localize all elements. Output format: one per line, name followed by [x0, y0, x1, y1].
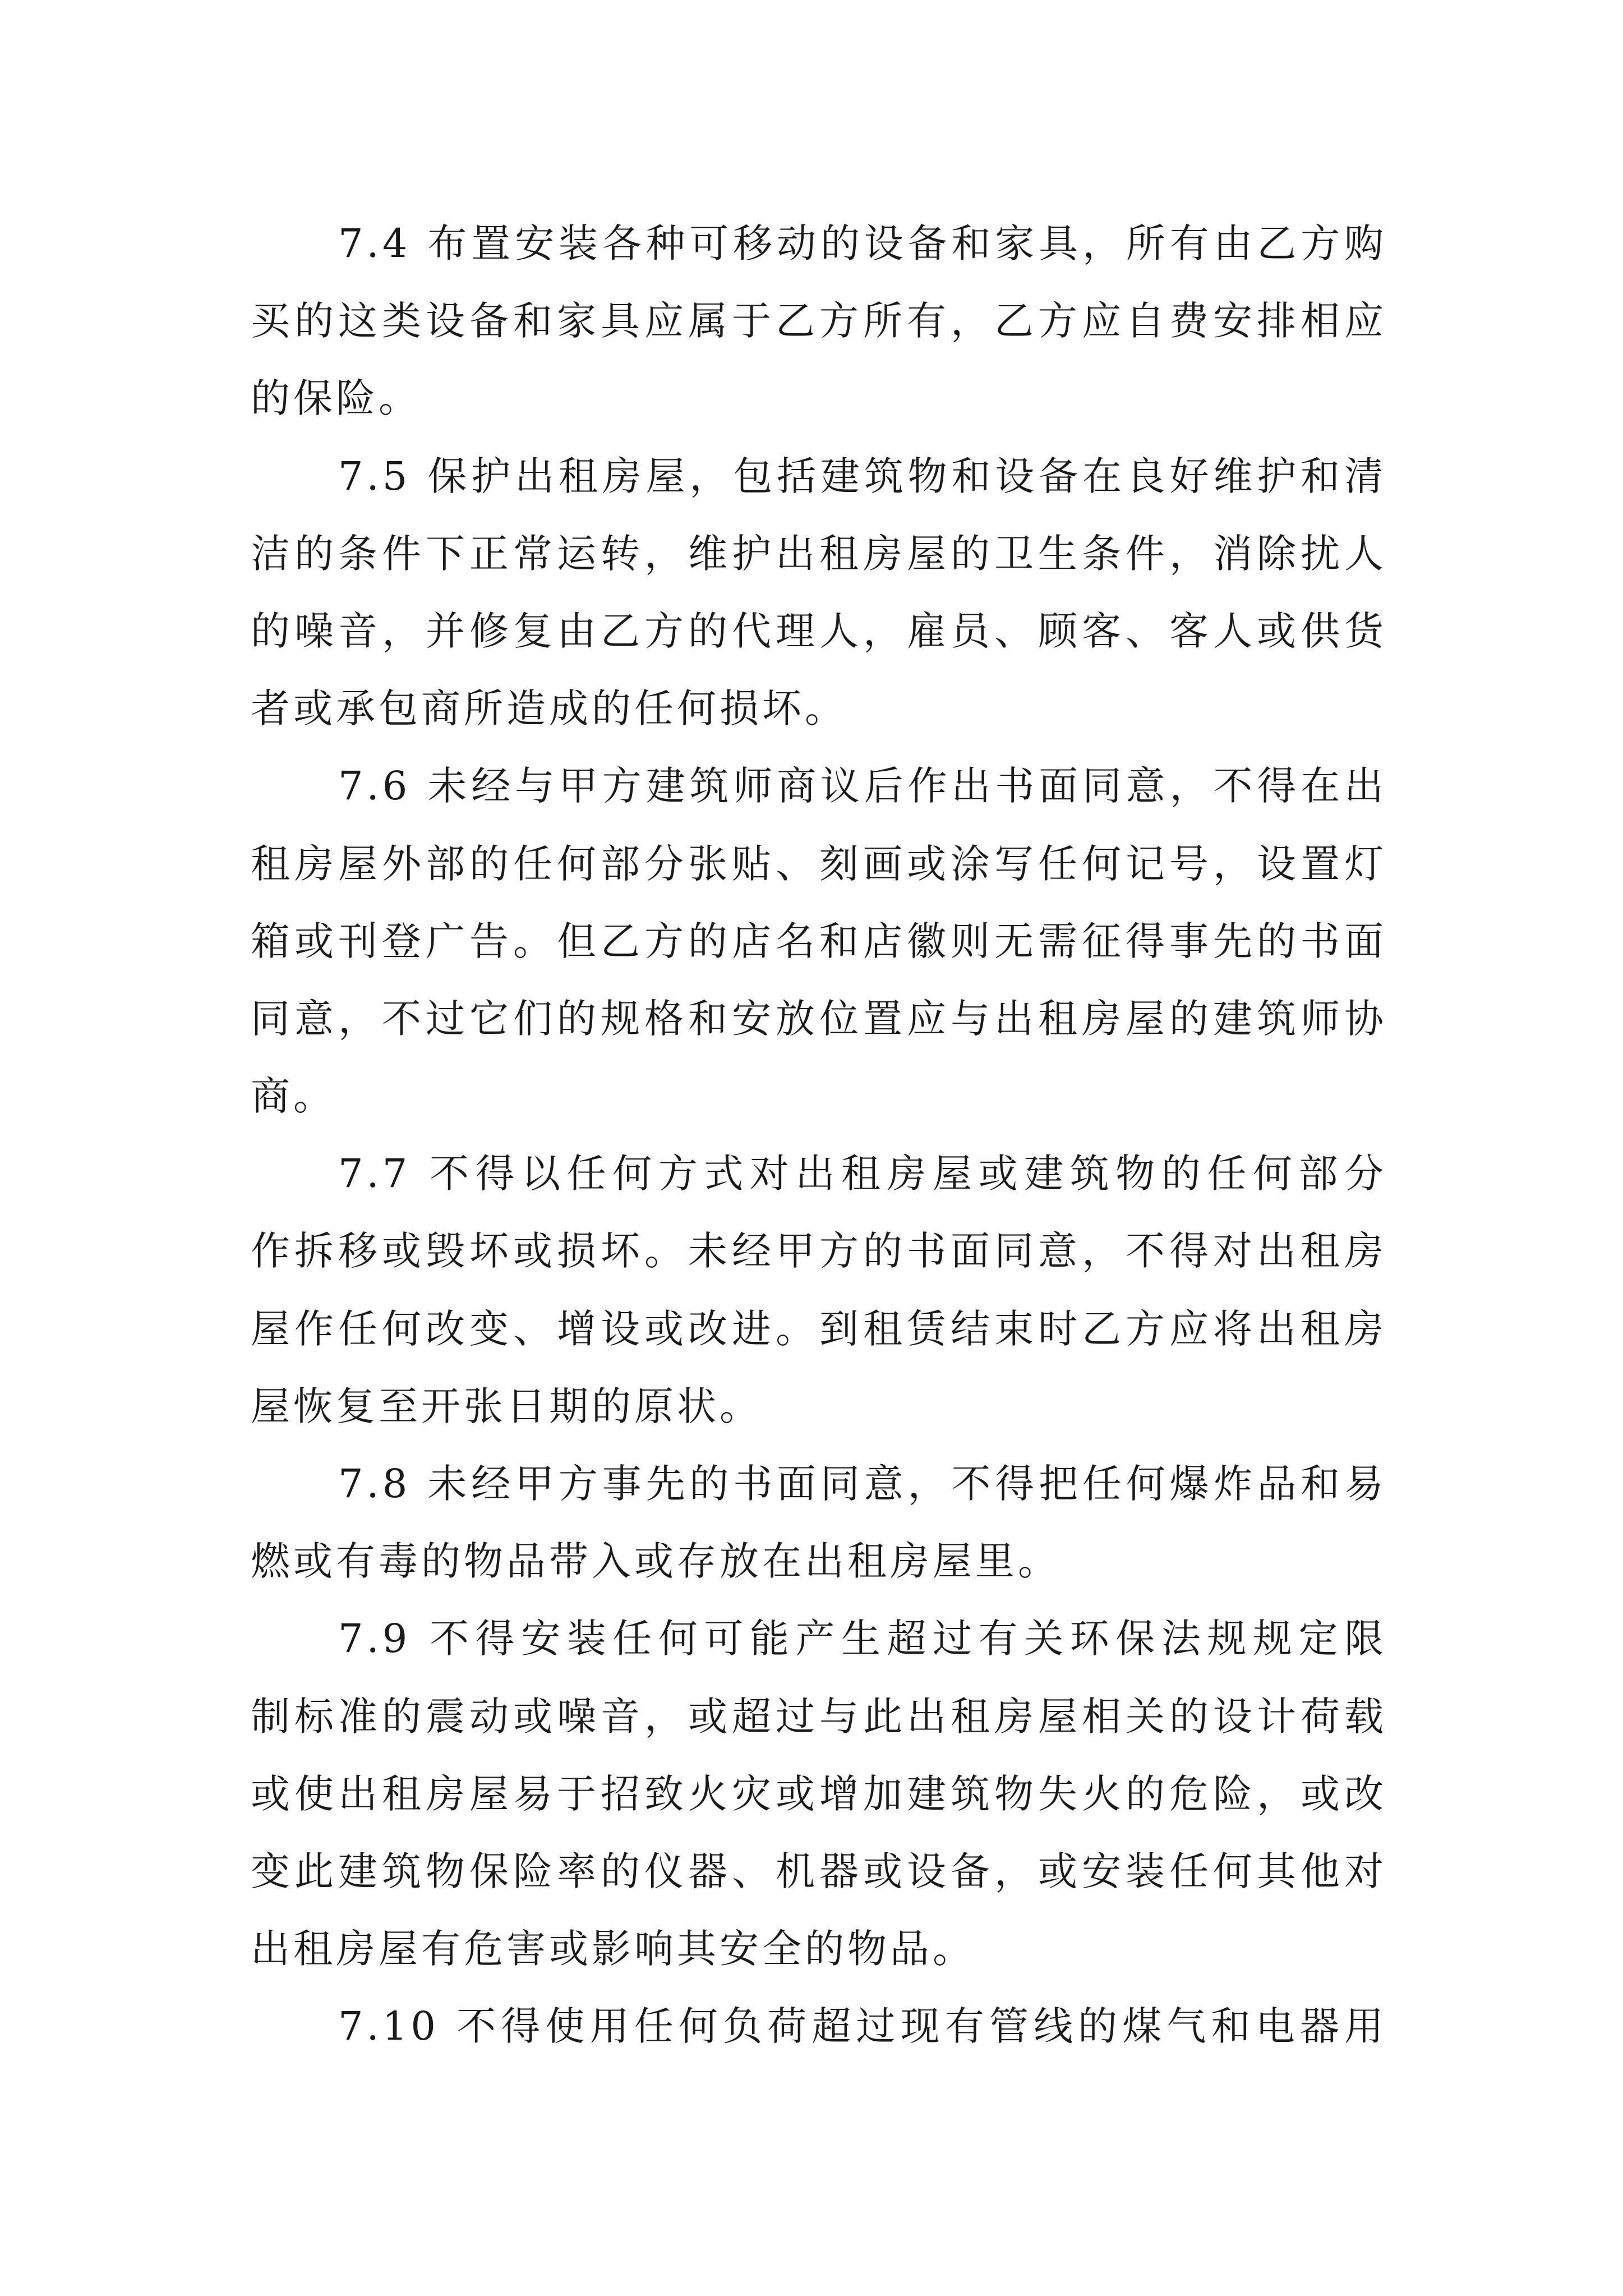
clause-line: 7.4 布置安装各种可移动的设备和家具，所有由乙方购 [338, 220, 1387, 266]
clause-7-9 [251, 1600, 1387, 1987]
clause-line: 7.6 未经与甲方建筑师商议后作出书面同意，不得在出 [338, 763, 1387, 809]
clause-7-5 [251, 438, 1387, 748]
clause-line: 或使出租房屋易于招致火灾或增加建筑物失火的危险，或改 [251, 1770, 1387, 1817]
clause-line: 燃或有毒的物品带入或存放在出租房屋里。 [251, 1538, 1061, 1585]
clause-line: 屋作任何改变、增设或改进。到租赁结束时乙方应将出租房 [251, 1305, 1387, 1352]
clause-line: 同意，不过它们的规格和安放位置应与出租房屋的建筑师协 [251, 995, 1387, 1042]
clause-line: 者或承包商所造成的任何损坏。 [251, 685, 847, 732]
clause-line: 7.7 不得以任何方式对出租房屋或建筑物的任何部分 [338, 1151, 1387, 1197]
clause-line: 变此建筑物保险率的仪器、机器或设备，或安装任何其他对 [251, 1848, 1387, 1894]
clause-7-7 [251, 1135, 1387, 1445]
clause-line: 作拆移或毁坏或损坏。未经甲方的书面同意，不得对出租房 [251, 1228, 1387, 1274]
clause-line: 的保险。 [251, 375, 421, 422]
clause-7-6 [251, 747, 1387, 1135]
clause-line: 洁的条件下正常运转，维护出租房屋的卫生条件，消除扰人 [251, 530, 1387, 577]
clause-line: 箱或刊登广告。但乙方的店名和店徽则无需征得事先的书面 [251, 918, 1387, 964]
clause-line: 7.9 不得安装任何可能产生超过有关环保法规规定限 [338, 1616, 1387, 1662]
clause-line: 租房屋外部的任何部分张贴、刻画或涂写任何记号，设置灯 [251, 840, 1387, 887]
clause-line: 7.8 未经甲方事先的书面同意，不得把任何爆炸品和易 [338, 1461, 1387, 1507]
clause-line: 屋恢复至开张日期的原状。 [251, 1383, 762, 1429]
clause-line: 7.10 不得使用任何负荷超过现有管线的煤气和电器用 [338, 2003, 1387, 2050]
clause-line: 制标准的震动或噪音，或超过与此出租房屋相关的设计荷载 [251, 1693, 1387, 1740]
clause-line: 7.5 保护出租房屋，包括建筑物和设备在良好维护和清 [338, 453, 1387, 499]
clause-line: 出租房屋有危害或影响其安全的物品。 [251, 1926, 975, 1972]
clause-line: 的噪音，并修复由乙方的代理人，雇员、顾客、客人或供货 [251, 608, 1387, 654]
clause-7-10 [251, 1987, 1387, 2065]
clause-line: 商。 [251, 1073, 336, 1120]
clause-7-8 [251, 1445, 1387, 1600]
document-body [251, 205, 1387, 2065]
clause-line: 买的这类设备和家具应属于乙方所有，乙方应自费安排相应 [251, 298, 1387, 344]
clause-7-4 [251, 205, 1387, 438]
